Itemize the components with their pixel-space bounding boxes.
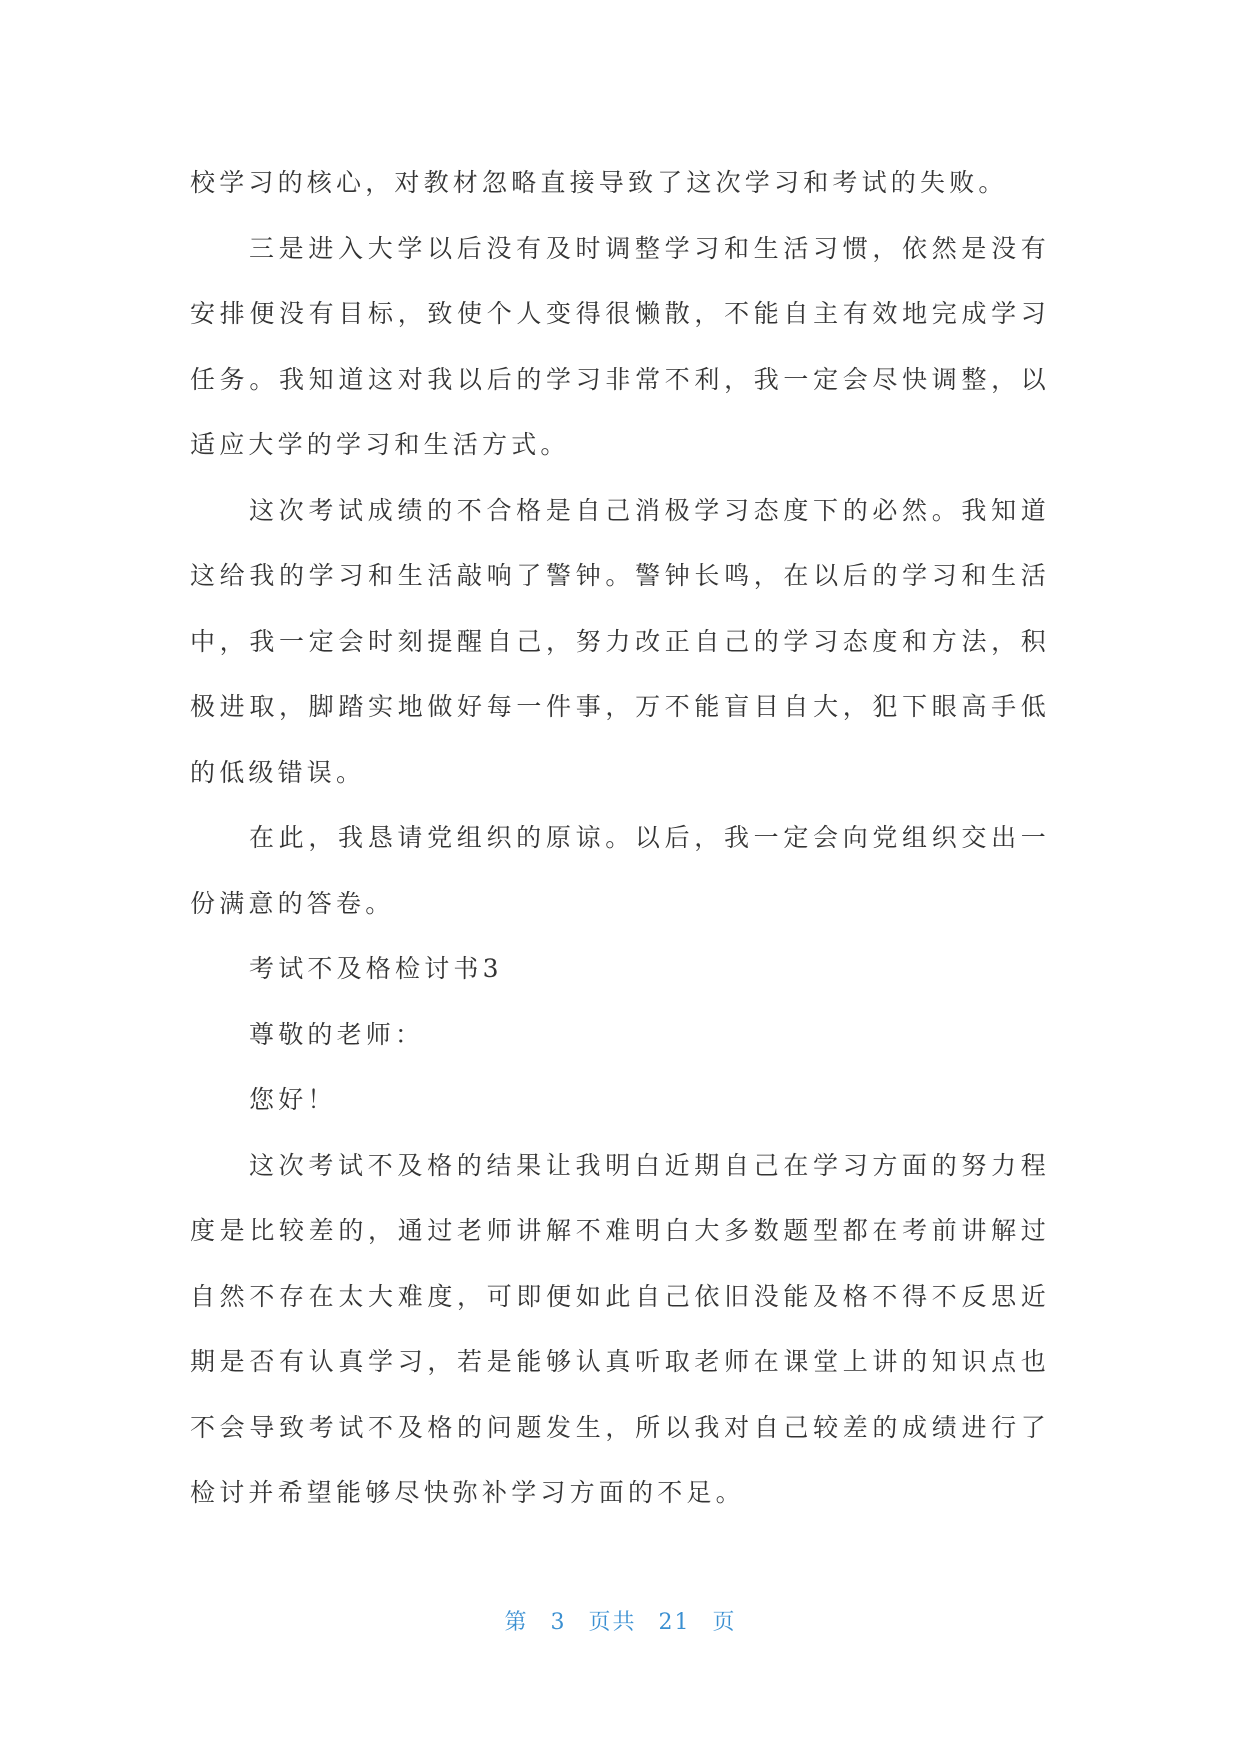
paragraph-habits: 三是进入大学以后没有及时调整学习和生活习惯，依然是没有安排便没有目标，致使个人变得很懒散，不能自主有效地完成学习任务。我知道这对我以后的学习非常不利，我一定会尽快调整，以适应大学的学习和生活方式。 <box>190 233 1050 459</box>
section-title: 考试不及格检讨书3 <box>249 954 503 983</box>
footer-total-pages: 21 <box>658 1610 691 1635</box>
footer-current-page: 3 <box>550 1610 567 1635</box>
greeting: 您好！ <box>249 1085 337 1114</box>
paragraph-body: 这次考试不及格的结果让我明白近期自己在学习方面的努力程度是比较差的，通过老师讲解不难明白大多数题型都在考前讲解过自然不存在太大难度，可即便如此自己依旧没能及格不得不反思近期是否有认真学习，若是能够认真听取老师在课堂上讲的知识点也不会导致考试不及格的问题发生，所以我对自己较差的成绩进行了检讨并希望能够尽快弥补学习方面的不足。 <box>190 1150 1050 1507</box>
paragraph-reflection: 这次考试成绩的不合格是自己消极学习态度下的必然。我知道这给我的学习和生活敲响了警钟。警钟长鸣，在以后的学习和生活中，我一定会时刻提醒自己，努力改正自己的学习态度和方法，积极进取，脚踏实地做好每一件事，万不能盲目自大，犯下眼高手低的低级错误。 <box>190 495 1050 787</box>
document-body <box>190 150 1050 1526</box>
page-footer <box>0 1605 1241 1636</box>
salutation: 尊敬的老师： <box>249 1019 425 1049</box>
footer-prefix: 第 <box>504 1610 529 1635</box>
footer-middle: 页共 <box>588 1610 637 1635</box>
paragraph-apology: 在此，我恳请党组织的原谅。以后，我一定会向党组织交出一份满意的答卷。 <box>190 823 1050 918</box>
footer-suffix: 页 <box>712 1610 737 1635</box>
paragraph-continuation: 校学习的核心，对教材忽略直接导致了这次学习和考试的失败。 <box>190 168 1008 197</box>
